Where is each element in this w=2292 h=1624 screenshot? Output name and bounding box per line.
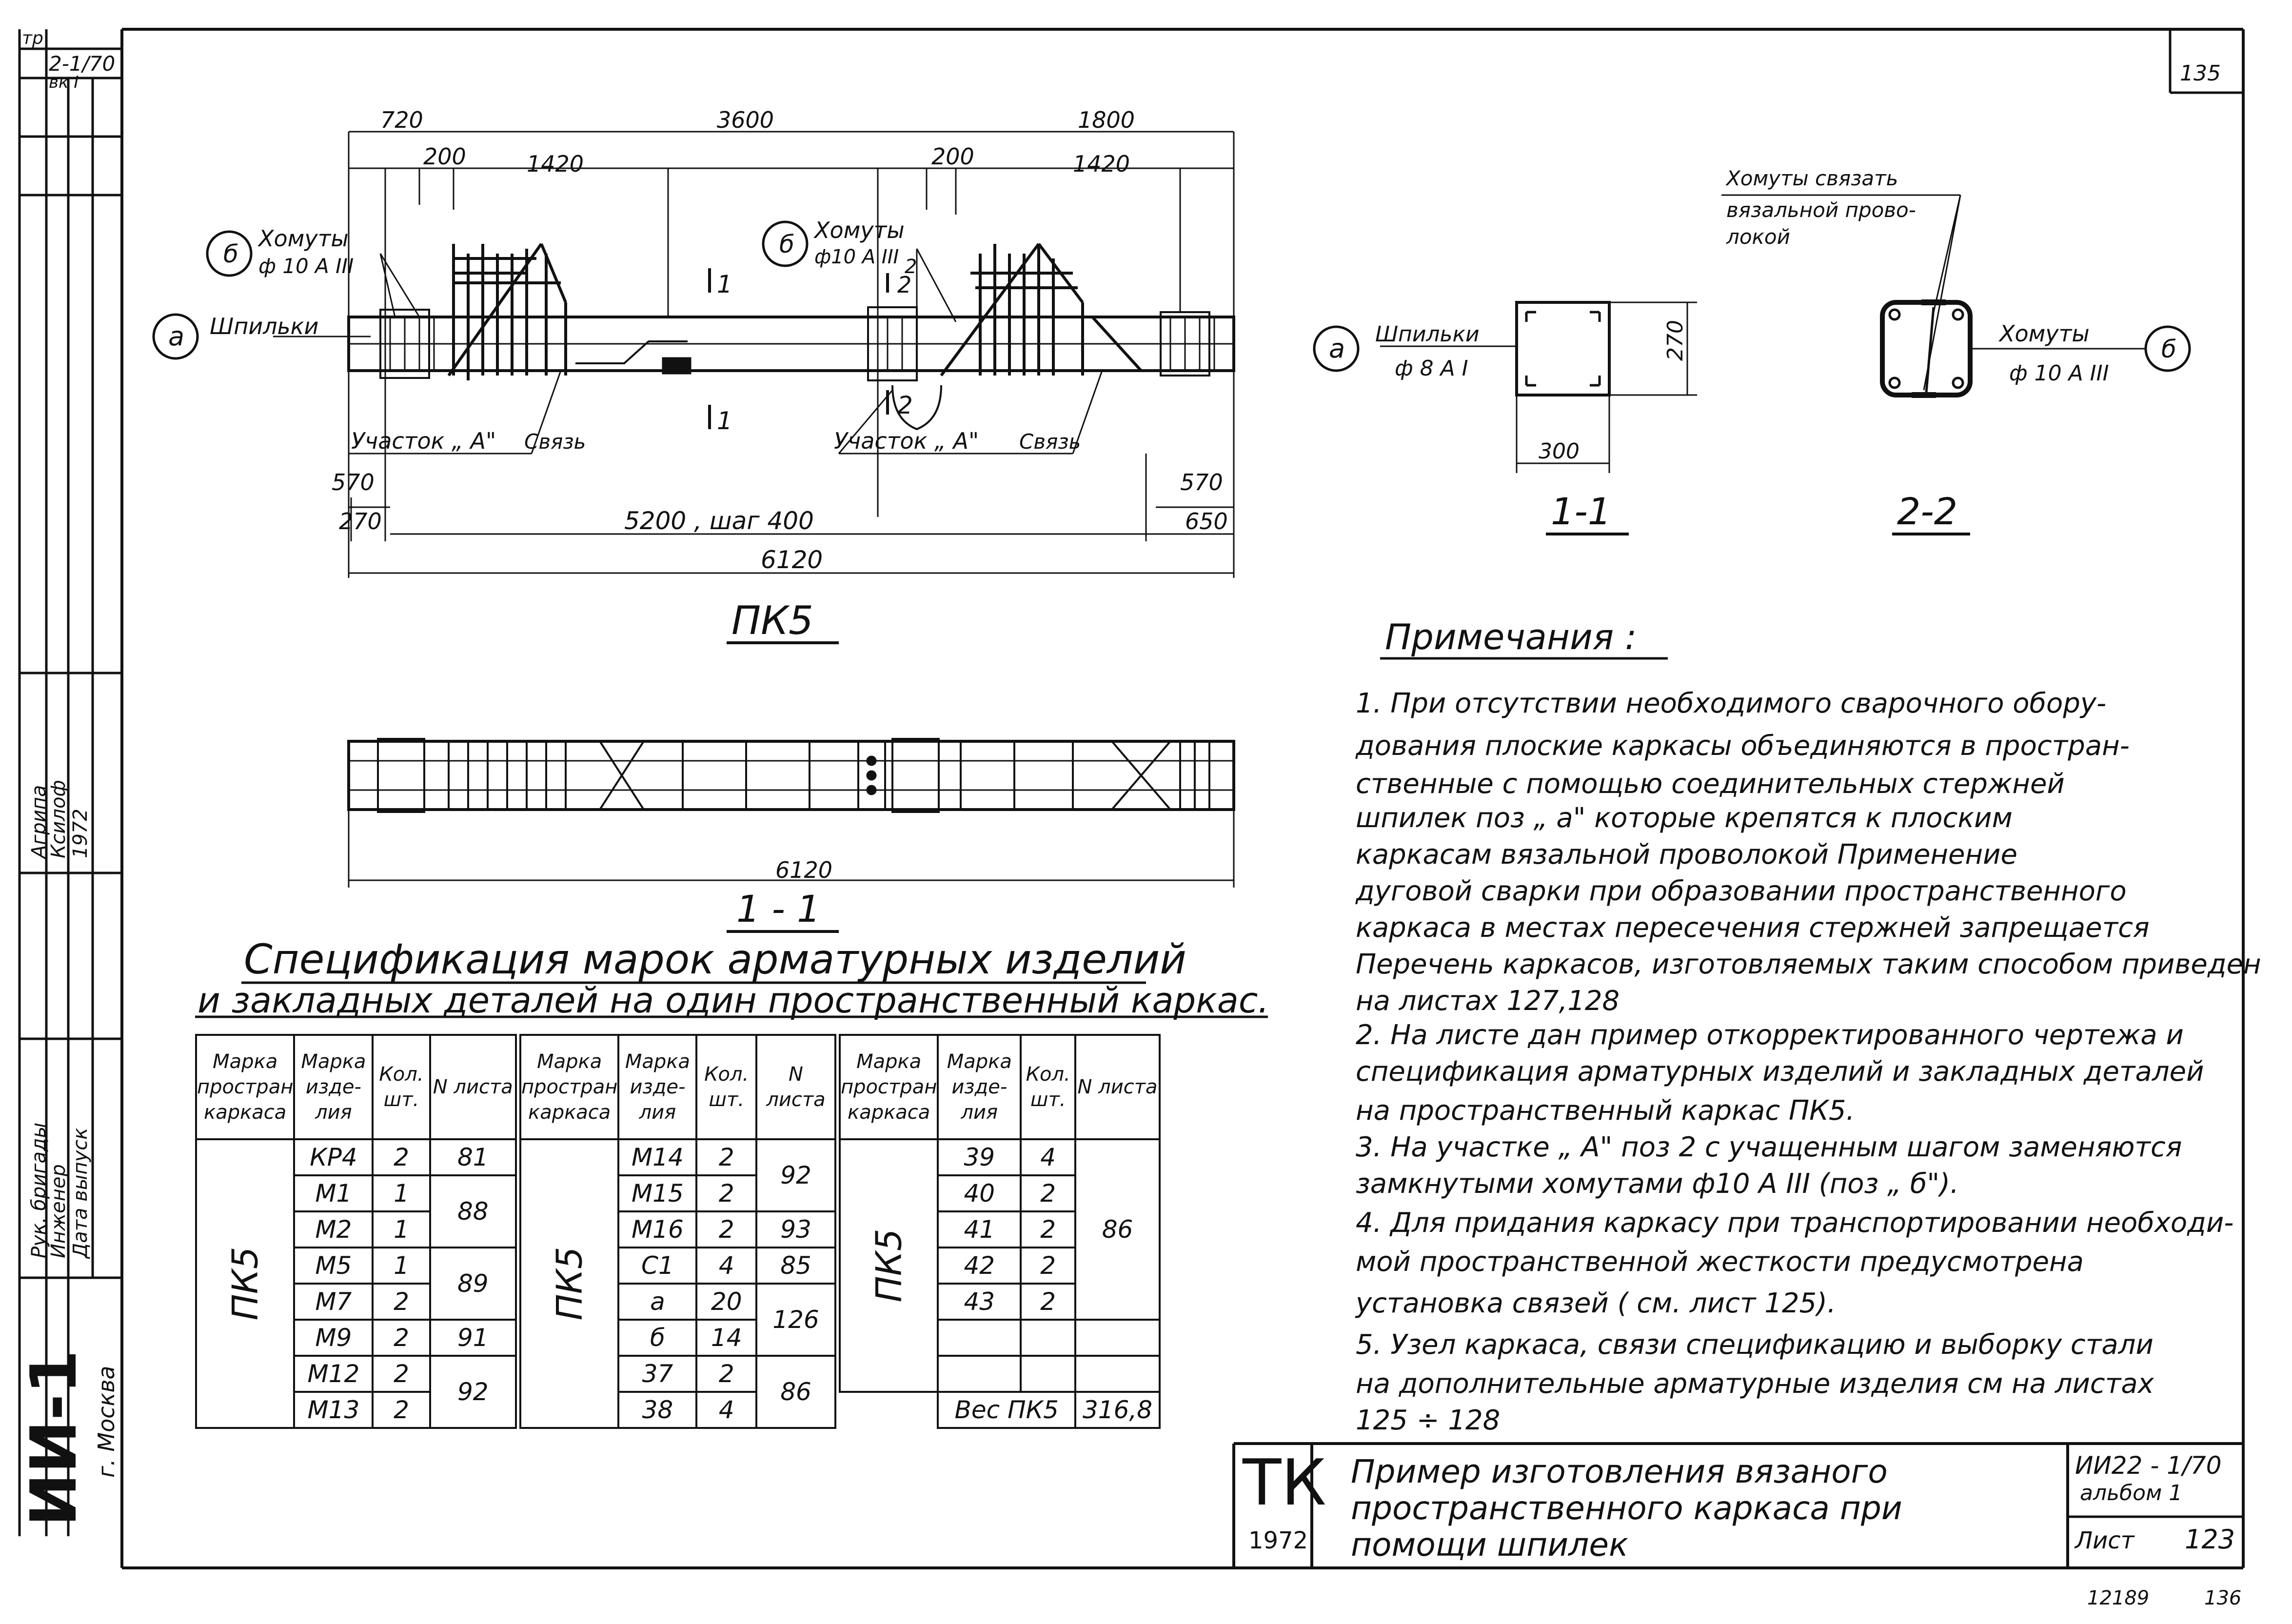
qty-cell — [1021, 1320, 1075, 1356]
note-line: 125 ÷ 128 — [1356, 1405, 1501, 1436]
dim-200-b: 200 — [931, 143, 974, 170]
col-header-frame: Марка простран каркаса — [196, 1035, 294, 1139]
qty-cell — [1021, 1356, 1075, 1392]
dim-1800: 1800 — [1078, 107, 1135, 133]
item-cell: М15 — [618, 1175, 696, 1211]
table-row — [520, 1139, 835, 1175]
sheet-cell: 92 — [756, 1139, 835, 1211]
label-link-1: Связь — [524, 430, 586, 454]
item-cell — [938, 1356, 1021, 1392]
table-row — [840, 1139, 1160, 1175]
sheet-cell: 81 — [430, 1139, 516, 1175]
note-line: мой пространственной жесткости предусмотрена — [1356, 1246, 2084, 1278]
label-stirrups-2-size: ф10 А III — [814, 246, 899, 268]
section-2-mark: 2 — [905, 256, 917, 278]
label-pins: Шпильки — [210, 313, 319, 339]
note-line: дуговой сварки при образовании пространственного — [1356, 875, 2127, 907]
dim-570-b: 570 — [1180, 469, 1223, 495]
corner-line-1: тр — [22, 28, 43, 48]
item-cell: М12 — [294, 1356, 373, 1392]
stamp-sheet-number: 123 — [2185, 1524, 2235, 1555]
qty-cell: 4 — [696, 1392, 756, 1428]
tie-note-2: вязальной прово- — [1726, 198, 1916, 222]
sheet-cell — [1075, 1320, 1160, 1356]
section-pins-size: ф 8 А I — [1395, 356, 1468, 381]
section-stirrups-size: ф 10 А III — [2009, 361, 2109, 386]
col-header-sheet: N листа — [430, 1035, 516, 1139]
item-cell: 38 — [618, 1392, 696, 1428]
role-brigade: Рук. бригады — [28, 1122, 50, 1258]
circle-a: а — [168, 321, 185, 352]
qty-cell: 1 — [373, 1248, 430, 1284]
item-cell: 39 — [938, 1139, 1021, 1175]
col-header-sheet: N листа — [1075, 1035, 1160, 1139]
corner-line-2: 2-1/70 — [49, 52, 116, 76]
label-zone-a-2: Участок „ А" — [834, 428, 979, 454]
frame-mark: ПК5 — [549, 1247, 590, 1321]
item-cell: М14 — [618, 1139, 696, 1175]
item-cell: 41 — [938, 1211, 1021, 1248]
qty-cell: 2 — [373, 1356, 430, 1392]
sheet-cell: 92 — [430, 1356, 516, 1428]
spec-table-2 — [519, 1034, 836, 1429]
section-22-title: 2-2 — [1897, 490, 1958, 533]
qty-cell: 2 — [1021, 1175, 1075, 1211]
sheet-cell: 88 — [430, 1175, 516, 1248]
main-title: ПК5 — [731, 598, 813, 643]
item-cell: М16 — [618, 1211, 696, 1248]
item-cell: б — [618, 1320, 696, 1356]
item-cell: 37 — [618, 1356, 696, 1392]
sheet-cell: 91 — [430, 1320, 516, 1356]
item-cell: С1 — [618, 1248, 696, 1284]
spec-title-line-1: Спецификация марок арматурных изделий — [244, 935, 1186, 983]
note-line: 5. Узел каркаса, связи спецификацию и выборку стали — [1356, 1329, 2154, 1361]
qty-cell: 4 — [1021, 1139, 1075, 1175]
note-line: 4. Для придания каркасу при транспортировании необходи- — [1356, 1207, 2234, 1239]
series-label: ИИ-1 — [17, 1349, 91, 1526]
stamp-logo: ТК — [1243, 1446, 1326, 1520]
dim-200-a: 200 — [423, 143, 466, 170]
stamp-album: альбом 1 — [2080, 1481, 2183, 1505]
weight-label: Вес ПК5 — [938, 1392, 1075, 1428]
col-header-frame: Марка простран каркаса — [840, 1035, 938, 1139]
stamp-title-line-1: Пример изготовления вязаного — [1351, 1453, 1888, 1490]
role-date: Дата выпуск — [69, 1128, 92, 1258]
circle-b-1: б — [223, 240, 238, 268]
qty-cell: 2 — [1021, 1284, 1075, 1320]
name-date: 1972 — [69, 809, 92, 858]
item-cell: М7 — [294, 1284, 373, 1320]
section-stirrups-label: Хомуты — [1999, 320, 2090, 347]
note-line: 2. На листе дан пример откорректированного чертежа и — [1356, 1019, 2184, 1051]
item-cell — [938, 1320, 1021, 1356]
sheet-cell: 86 — [1075, 1139, 1160, 1320]
col-header-qty: Кол. шт. — [373, 1035, 430, 1139]
note-line: дования плоские каркасы объединяются в простран- — [1356, 730, 2130, 762]
dim-3600: 3600 — [717, 107, 774, 133]
qty-cell: 2 — [1021, 1211, 1075, 1248]
note-line: 1. При отсутствии необходимого сварочного обору- — [1356, 688, 2107, 719]
sheet-cell: 89 — [430, 1248, 516, 1320]
dim-650: 650 — [1185, 508, 1228, 535]
spec-table-1 — [195, 1034, 517, 1429]
label-stirrups-2: Хомуты — [814, 217, 905, 243]
section-1-top: 1 — [717, 270, 732, 298]
note-line: каркаса в местах пересечения стержней запрещается — [1356, 912, 2150, 944]
col-header-item: Марка изде- лия — [294, 1035, 373, 1139]
qty-cell: 2 — [696, 1139, 756, 1175]
note-line: спецификация арматурных изделий и закладных деталей — [1356, 1056, 2204, 1088]
city-label: г. Москва — [93, 1366, 119, 1478]
qty-cell: 14 — [696, 1320, 756, 1356]
col-header-item: Марка изде- лия — [618, 1035, 696, 1139]
dim-1420-a: 1420 — [527, 151, 584, 177]
spec-table-3 — [839, 1034, 1161, 1429]
dim-6120: 6120 — [761, 546, 823, 574]
label-stirrups-1-size: ф 10 А III — [258, 254, 354, 278]
note-line: 3. На участке „ А" поз 2 с учащенным шагом заменяются — [1356, 1131, 2182, 1163]
sheet-cell — [1075, 1356, 1160, 1392]
qty-cell: 4 — [696, 1248, 756, 1284]
item-cell: М13 — [294, 1392, 373, 1428]
note-line: на листах 127,128 — [1356, 985, 1620, 1017]
tie-note-1: Хомуты связать — [1726, 166, 1898, 190]
sheet-cell: 126 — [756, 1284, 835, 1356]
plan-title: 1 - 1 — [736, 887, 821, 931]
dim-570-a: 570 — [332, 469, 375, 495]
qty-cell: 2 — [696, 1211, 756, 1248]
frame-mark: ПК5 — [224, 1247, 266, 1321]
label-zone-a-1: Участок „ А" — [351, 428, 496, 454]
weight-row — [840, 1392, 1160, 1428]
item-cell: М5 — [294, 1248, 373, 1284]
qty-cell: 2 — [696, 1175, 756, 1211]
qty-cell: 1 — [373, 1175, 430, 1211]
section-11-title: 1-1 — [1551, 490, 1612, 533]
item-cell: М9 — [294, 1320, 373, 1356]
section-1-bottom: 1 — [717, 407, 732, 435]
qty-cell: 2 — [696, 1356, 756, 1392]
footer-number-1: 12189 — [2087, 1587, 2150, 1609]
note-line: установка связей ( см. лист 125). — [1356, 1287, 1836, 1319]
plan-dim-6120: 6120 — [775, 857, 833, 883]
frame-mark: ПК5 — [868, 1228, 909, 1303]
sheet-number: 135 — [2180, 61, 2221, 86]
item-cell: 42 — [938, 1248, 1021, 1284]
tie-note-3: локой — [1726, 225, 1790, 249]
notes-title: Примечания : — [1385, 616, 1637, 657]
section-11-width: 300 — [1539, 439, 1580, 464]
note-line: шпилек поз „ а" которые крепятся к плоским — [1356, 802, 2013, 834]
note-line: каркасам вязальной проволокой Применение — [1356, 839, 2017, 871]
section-circle-a: а — [1329, 333, 1345, 364]
stamp-title-line-2: пространственного каркаса при — [1351, 1489, 1902, 1527]
dim-270: 270 — [339, 508, 382, 535]
qty-cell: 2 — [1021, 1248, 1075, 1284]
item-cell: 43 — [938, 1284, 1021, 1320]
section-circle-b: б — [2161, 335, 2176, 363]
label-stirrups-1: Хомуты — [258, 225, 349, 252]
item-cell: а — [618, 1284, 696, 1320]
qty-cell: 2 — [373, 1284, 430, 1320]
label-link-2: Связь — [1019, 430, 1081, 454]
sheet-cell: 85 — [756, 1248, 835, 1284]
item-cell: 40 — [938, 1175, 1021, 1211]
sheet-cell: 93 — [756, 1211, 835, 1248]
col-header-qty: Кол. шт. — [1021, 1035, 1075, 1139]
item-cell: М2 — [294, 1211, 373, 1248]
col-header-frame: Марка простран каркаса — [520, 1035, 618, 1139]
role-engineer: Инженер — [47, 1164, 70, 1258]
note-line: ственные с помощью соединительных стержней — [1356, 768, 2065, 800]
frame-mark-cell — [196, 1139, 294, 1428]
spec-title-line-2: и закладных деталей на один пространственный каркас. — [198, 980, 1269, 1021]
weight-value: 316,8 — [1075, 1392, 1160, 1428]
qty-cell: 2 — [373, 1139, 430, 1175]
circle-b-2: б — [779, 230, 794, 258]
col-header-sheet: N листа — [756, 1035, 835, 1139]
item-cell: М1 — [294, 1175, 373, 1211]
dim-5200: 5200 , шаг 400 — [624, 507, 814, 535]
note-line: Перечень каркасов, изготовляемых таким способом приведен — [1356, 949, 2261, 980]
sheet-cell: 86 — [756, 1356, 835, 1428]
qty-cell: 1 — [373, 1211, 430, 1248]
section-2-top: 2 — [897, 272, 912, 298]
col-header-qty: Кол. шт. — [696, 1035, 756, 1139]
dim-720: 720 — [380, 107, 423, 133]
section-2-bottom: 2 — [897, 391, 913, 419]
qty-cell: 20 — [696, 1284, 756, 1320]
note-line: замкнутыми хомутами ф10 А III (поз „ б"). — [1356, 1168, 1959, 1200]
footer-number-2: 136 — [2204, 1587, 2242, 1609]
stamp-code: ИИ22 - 1/70 — [2075, 1451, 2222, 1480]
col-header-item: Марка изде- лия — [938, 1035, 1021, 1139]
name-brigade: Агрипа — [28, 785, 50, 858]
qty-cell: 2 — [373, 1320, 430, 1356]
stamp-year: 1972 — [1248, 1527, 1308, 1554]
section-pins-label: Шпильки — [1375, 322, 1480, 347]
frame-mark-cell — [840, 1139, 938, 1392]
table-row — [196, 1139, 516, 1175]
dim-1420-b: 1420 — [1073, 151, 1130, 177]
item-cell: КР4 — [294, 1139, 373, 1175]
note-line: на дополнительные арматурные изделия см на листах — [1356, 1368, 2154, 1400]
stamp-sheet-label: Лист — [2075, 1527, 2134, 1554]
frame-mark-cell — [520, 1139, 618, 1428]
name-engineer: Ксилоф — [47, 780, 70, 858]
stamp-title-line-3: помощи шпилек — [1351, 1526, 1628, 1564]
qty-cell: 2 — [373, 1392, 430, 1428]
corner-line-3: вк I — [49, 73, 79, 92]
note-line: на пространственный каркас ПК5. — [1356, 1095, 1855, 1127]
section-11-height: 270 — [1663, 320, 1688, 361]
